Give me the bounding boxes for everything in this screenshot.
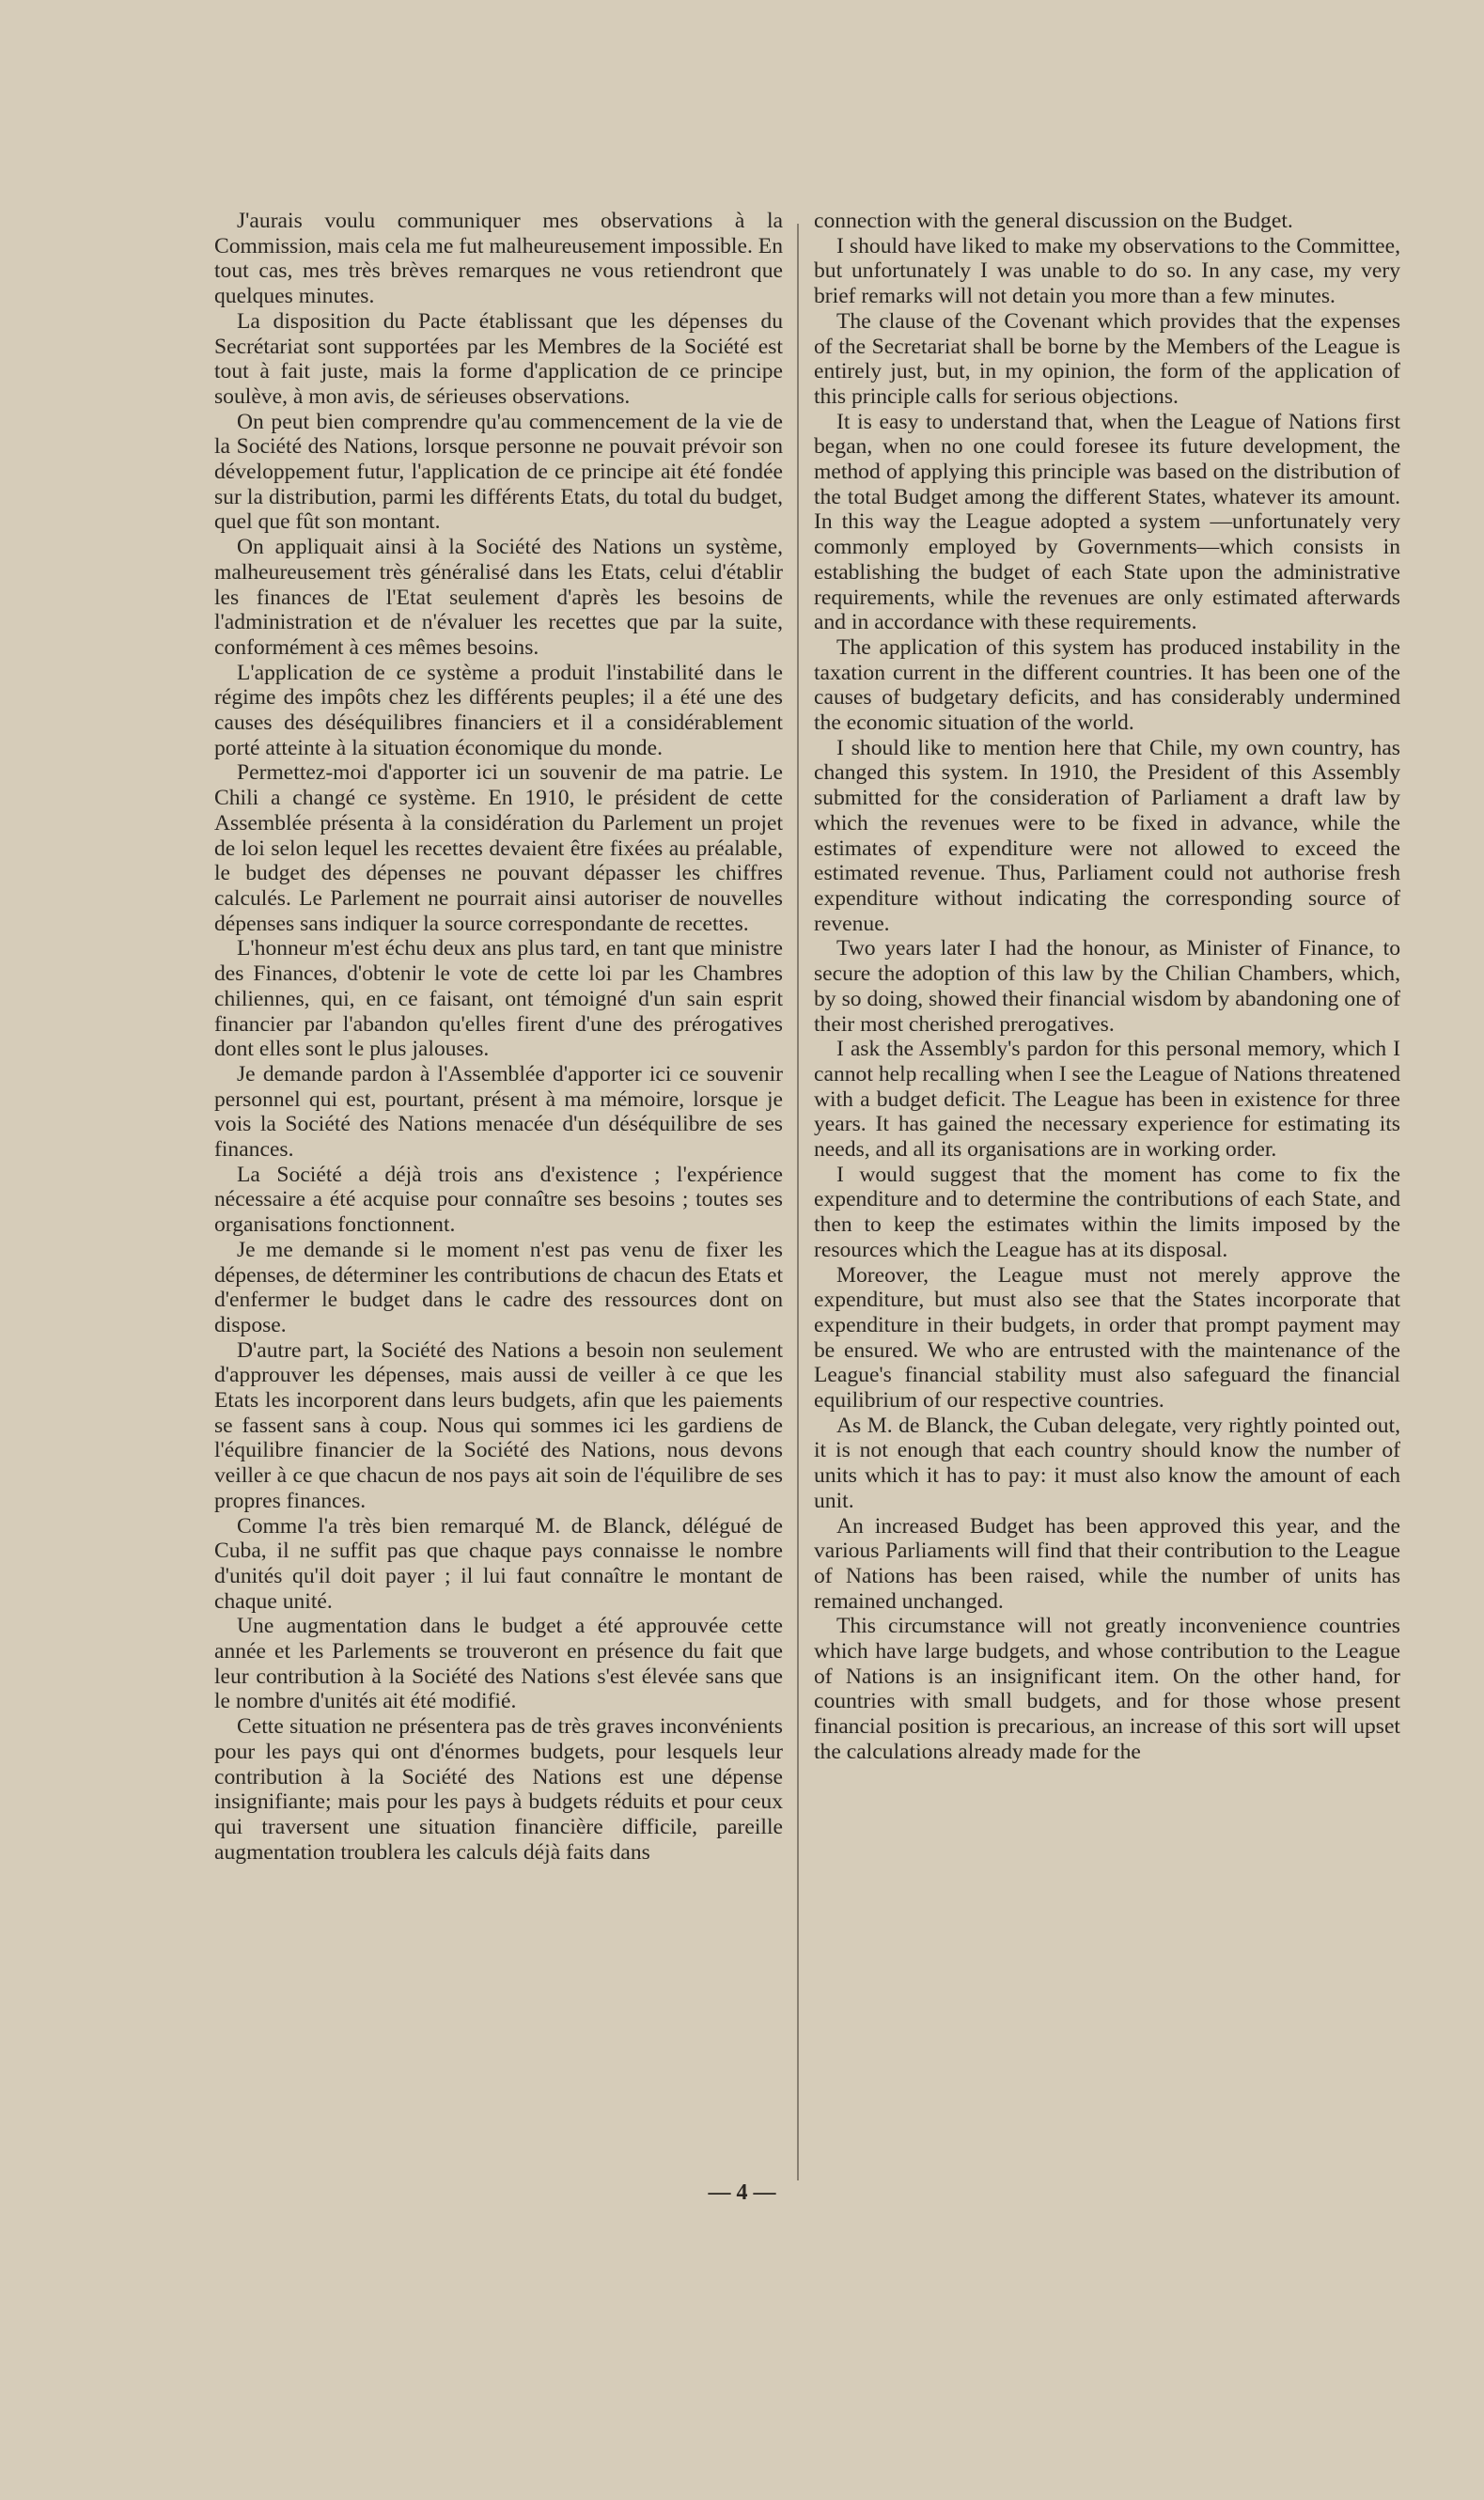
column-divider: [797, 224, 799, 2180]
paragraph: The clause of the Covenant which provides that the expenses of the Secretariat shall be borne by the Members of the League is entirely just, but, in my opinion, the form of the application of this principle calls for serious objections.: [814, 308, 1400, 409]
paragraph: On appliquait ainsi à la Société des Nations un système, malheureusement très généralisé dans les Etats, celui d'établir les finances de l'Etat seulement d'après les besoins de l'administration et de n'évaluer les recettes que par la suite, conformément à ces mêmes besoins.: [214, 535, 783, 660]
paragraph: D'autre part, la Société des Nations a besoin non seulement d'approuver les dépenses, mais aussi de veiller à ce que les Etats les incorporent dans leurs budgets, afin que les paiements se fassent sans à coup. Nous qui sommes ici les gardiens de l'équilibre financier de la Société des Nations, nous devons veiller à ce que chacun de nos pays ait soin de l'équilibre de ses propres finances.: [214, 1337, 783, 1513]
paragraph: As M. de Blanck, the Cuban delegate, very rightly pointed out, it is not enough that each country should know the number of units which it has to pay: it must also know the amount of each unit.: [814, 1413, 1400, 1513]
paragraph: Comme l'a très bien remarqué M. de Blanck, délégué de Cuba, il ne suffit pas que chaque pays connaisse le nombre d'unités qu'il doit payer ; il lui faut connaître le montant de chaque unité.: [214, 1513, 783, 1614]
paragraph: Two years later I had the honour, as Minister of Finance, to secure the adoption of this law by the Chilian Chambers, which, by so doing, showed their financial wisdom by abandoning one of their most cherished prerogatives.: [814, 936, 1400, 1037]
english-text-column: [814, 209, 1400, 1765]
paragraph: Je demande pardon à l'Assemblée d'apporter ici ce souvenir personnel qui est, pourtant, présent à ma mémoire, lorsque je vois la Société des Nations menacée d'un déséquilibre de ses finances.: [214, 1061, 783, 1163]
paragraph: This circumstance will not greatly inconvenience countries which have large budgets, and whose contribution to the League of Nations is an insignificant item. On the other hand, for countries with small budgets, and for those whose present financial position is precarious, an increase of this sort will upset the calculations already made for the: [814, 1614, 1400, 1764]
paragraph: On peut bien comprendre qu'au commencement de la vie de la Société des Nations, lorsque personne ne pouvait prévoir son développement futur, l'application de ce principe ait été fondée sur la distribution, parmi les différents Etats, du total du budget, quel que fût son montant.: [214, 409, 783, 535]
paragraph: L'application de ce système a produit l'instabilité dans le régime des impôts chez les différents peuples; il a été une des causes des déséquilibres financiers et il a considérablement porté atteinte à la situation économique du monde.: [214, 660, 783, 760]
paragraph: L'honneur m'est échu deux ans plus tard, en tant que ministre des Finances, d'obtenir le vote de cette loi par les Chambres chiliennes, qui, en ce faisant, ont témoigné d'un sain esprit financier par l'abandon qu'elles firent d'une des prérogatives dont elles sont le plus jalouses.: [214, 936, 783, 1062]
paragraph: An increased Budget has been approved this year, and the various Parliaments will find that their contribution to the League of Nations has been raised, while the number of units has remained unchanged.: [814, 1513, 1400, 1614]
paragraph: Je me demande si le moment n'est pas venu de fixer les dépenses, de déterminer les contributions de chacun des Etats et d'enfermer le budget dans le cadre des ressources dont on dispose.: [214, 1237, 783, 1337]
continuation-paragraph: connection with the general discussion on the Budget.: [814, 209, 1293, 233]
paragraph: J'aurais voulu communiquer mes observations à la Commission, mais cela me fut malheureusement impossible. En tout cas, mes très brèves remarques ne vous retiendront que quelques minutes.: [214, 209, 783, 309]
paragraph: The application of this system has produced instability in the taxation current in the different countries. It has been one of the causes of budgetary deficits, and has considerably undermined the economic situation of the world.: [814, 634, 1400, 736]
paragraph: Permettez-moi d'apporter ici un souvenir de ma patrie. Le Chili a changé ce système. En 1910, le président de cette Assemblée présenta à la considération du Parlement un projet de loi selon lequel les recettes devaient être fixées au préalable, le budget des dépenses ne pouvant dépasser les chiffres calculés. Le Parlement ne pourrait ainsi autoriser de nouvelles dépenses sans indiquer la source correspondante de recettes.: [214, 760, 783, 936]
paragraph: Moreover, the League must not merely approve the expenditure, but must also see that the States incorporate that expenditure in their budgets, in order that prompt payment may be ensured. We who are entrusted with the maintenance of the League's financial stability must also safeguard the financial equilibrium of our respective countries.: [814, 1262, 1400, 1414]
french-text-column: [214, 209, 783, 1865]
paragraph: La disposition du Pacte établissant que les dépenses du Secrétariat sont supportées par les Membres de la Société est tout à fait juste, mais la forme d'application de ce principe soulève, à mon avis, de sérieuses observations.: [214, 308, 783, 409]
paragraph: I should have liked to make my observations to the Committee, but unfortunately I was unable to do so. In any case, my very brief remarks will not detain you more than a few minutes.: [814, 233, 1400, 309]
paragraph: La Société a déjà trois ans d'existence ; l'expérience nécessaire a été acquise pour connaître ses besoins ; toutes ses organisations fonctionnent.: [214, 1162, 783, 1238]
paragraph: I would suggest that the moment has come to fix the expenditure and to determine the contributions of each State, and then to keep the estimates within the limits imposed by the resources which the League has at its disposal.: [814, 1162, 1400, 1262]
paragraph: Cette situation ne présentera pas de très graves inconvénients pour les pays qui ont d'énormes budgets, pour lesquels leur contribution à la Société des Nations est une dépense insignifiante; mais pour les pays à budgets réduits et pour ceux qui traversent une situation financière difficile, pareille augmentation troublera les calculs déjà faits dans: [214, 1714, 783, 1865]
paragraph: Une augmentation dans le budget a été approuvée cette année et les Parlements se trouveront en présence du fait que leur contribution à la Société des Nations s'est élevée sans que le nombre d'unités ait été modifié.: [214, 1614, 783, 1714]
page-number: — 4 —: [708, 2180, 776, 2205]
paragraph: I should like to mention here that Chile, my own country, has changed this system. In 1910, the President of this Assembly submitted for the consideration of Parliament a draft law by which the revenues were to be fixed in advance, while the estimates of expenditure were not allowed to exceed the estimated revenue. Thus, Parliament could not authorise fresh expenditure without indicating the corresponding source of revenue.: [814, 735, 1400, 936]
paragraph: It is easy to understand that, when the League of Nations first began, when no one could foresee its future development, the method of applying this principle was based on the distribution of the total Budget among the different States, whatever its amount. In this way the League adopted a system —unfortunately very commonly employed by Governments—which consists in establishing the budget of each State upon the administrative requirements, while the revenues are only estimated afterwards and in accordance with these requirements.: [814, 409, 1400, 635]
paragraph: I ask the Assembly's pardon for this personal memory, which I cannot help recalling when I see the League of Nations threatened with a budget deficit. The League has been in existence for three years. It has gained the necessary experience for estimating its needs, and all its organisations are in working order.: [814, 1037, 1400, 1163]
